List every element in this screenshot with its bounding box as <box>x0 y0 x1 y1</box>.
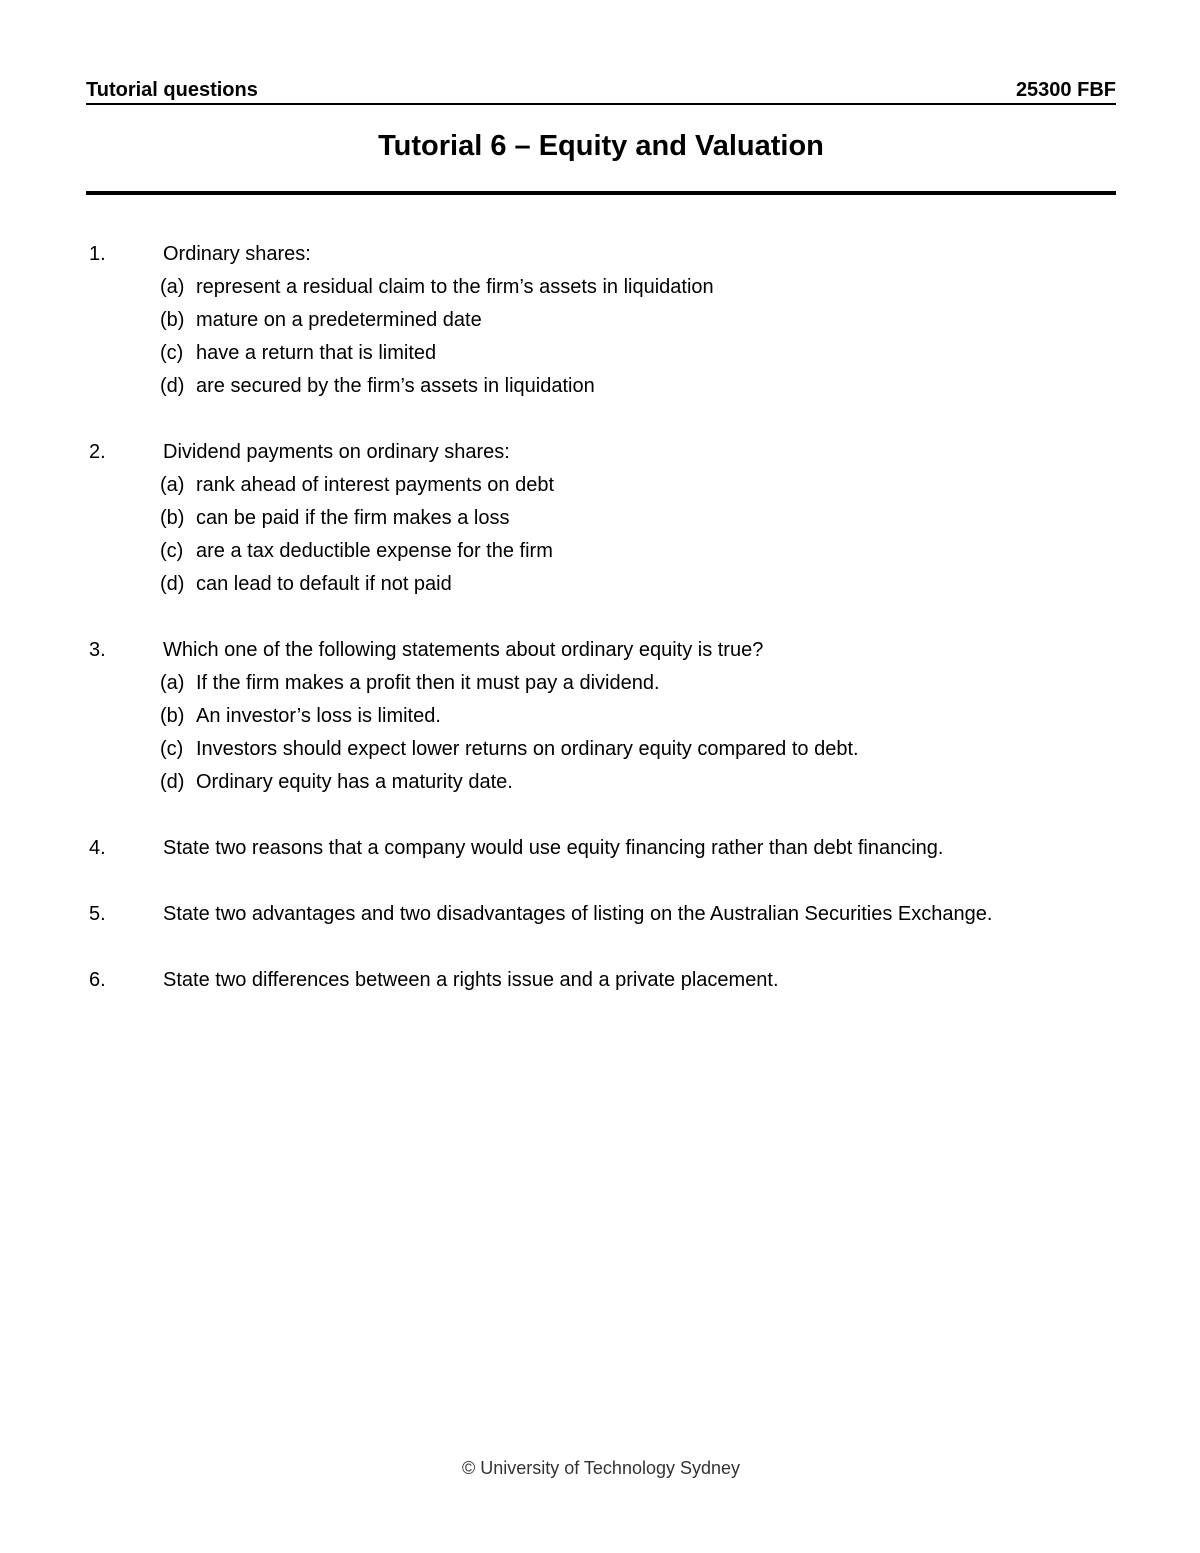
option-label: (c) <box>160 738 184 760</box>
option-item <box>160 700 1116 733</box>
question-text: Dividend payments on ordinary shares: <box>163 441 510 463</box>
header-right: 25300 FBF <box>1015 79 1116 101</box>
question-text: State two reasons that a company would use equity financing rather than debt financing. <box>163 837 944 859</box>
option-list <box>160 667 1116 799</box>
option-item <box>160 304 1116 337</box>
option-label: (a) <box>160 672 185 694</box>
question-text: State two differences between a rights issue and a private placement. <box>163 969 779 991</box>
option-label: (d) <box>160 771 185 793</box>
question-text: State two advantages and two disadvantages of listing on the Australian Securities Exchange. <box>163 903 993 925</box>
question-5 <box>86 898 1116 931</box>
option-text: If the firm makes a profit then it must pay a dividend. <box>196 672 660 694</box>
option-text: rank ahead of interest payments on debt <box>196 474 555 496</box>
option-text: Ordinary equity has a maturity date. <box>196 771 513 793</box>
option-text: mature on a predetermined date <box>196 309 482 331</box>
question-number: 5. <box>89 903 106 925</box>
option-label: (d) <box>160 573 185 595</box>
option-text: Investors should expect lower returns on ordinary equity compared to debt. <box>196 738 859 760</box>
option-label: (b) <box>160 507 185 529</box>
question-text: Which one of the following statements about ordinary equity is true? <box>163 639 764 661</box>
question-number: 2. <box>89 441 106 463</box>
option-item <box>160 667 1116 700</box>
option-item <box>160 502 1116 535</box>
page-title: Tutorial 6 – Equity and Valuation <box>378 130 824 162</box>
option-text: can be paid if the firm makes a loss <box>196 507 510 529</box>
question-1 <box>86 238 1116 403</box>
option-item <box>160 271 1116 304</box>
option-text: represent a residual claim to the firm’s assets in liquidation <box>196 276 714 298</box>
option-label: (b) <box>160 309 185 331</box>
page-footer: © University of Technology Sydney <box>461 1458 741 1478</box>
question-number: 1. <box>89 243 106 265</box>
option-text: are a tax deductible expense for the firm <box>196 540 553 562</box>
question-3 <box>86 634 1116 799</box>
option-text: An investor’s loss is limited. <box>196 705 441 727</box>
option-item <box>160 469 1116 502</box>
option-item <box>160 370 1116 403</box>
question-list <box>86 238 1116 1030</box>
option-item <box>160 568 1116 601</box>
option-label: (d) <box>160 375 185 397</box>
option-item <box>160 535 1116 568</box>
header-divider <box>86 103 1116 105</box>
option-label: (b) <box>160 705 185 727</box>
question-number: 4. <box>89 837 106 859</box>
page-header <box>86 72 1116 102</box>
question-6 <box>86 964 1116 997</box>
question-number: 3. <box>89 639 106 661</box>
question-2 <box>86 436 1116 601</box>
option-label: (a) <box>160 474 185 496</box>
option-item <box>160 766 1116 799</box>
header-left: Tutorial questions <box>86 79 258 101</box>
option-text: are secured by the firm’s assets in liquidation <box>196 375 595 397</box>
option-label: (a) <box>160 276 185 298</box>
option-label: (c) <box>160 342 184 364</box>
option-text: can lead to default if not paid <box>196 573 452 595</box>
question-4 <box>86 832 1116 865</box>
option-list <box>160 271 1116 403</box>
question-text: Ordinary shares: <box>163 243 311 265</box>
title-divider <box>86 191 1116 195</box>
option-label: (c) <box>160 540 184 562</box>
option-text: have a return that is limited <box>196 342 437 364</box>
option-item <box>160 733 1116 766</box>
question-number: 6. <box>89 969 106 991</box>
option-list <box>160 469 1116 601</box>
option-item <box>160 337 1116 370</box>
